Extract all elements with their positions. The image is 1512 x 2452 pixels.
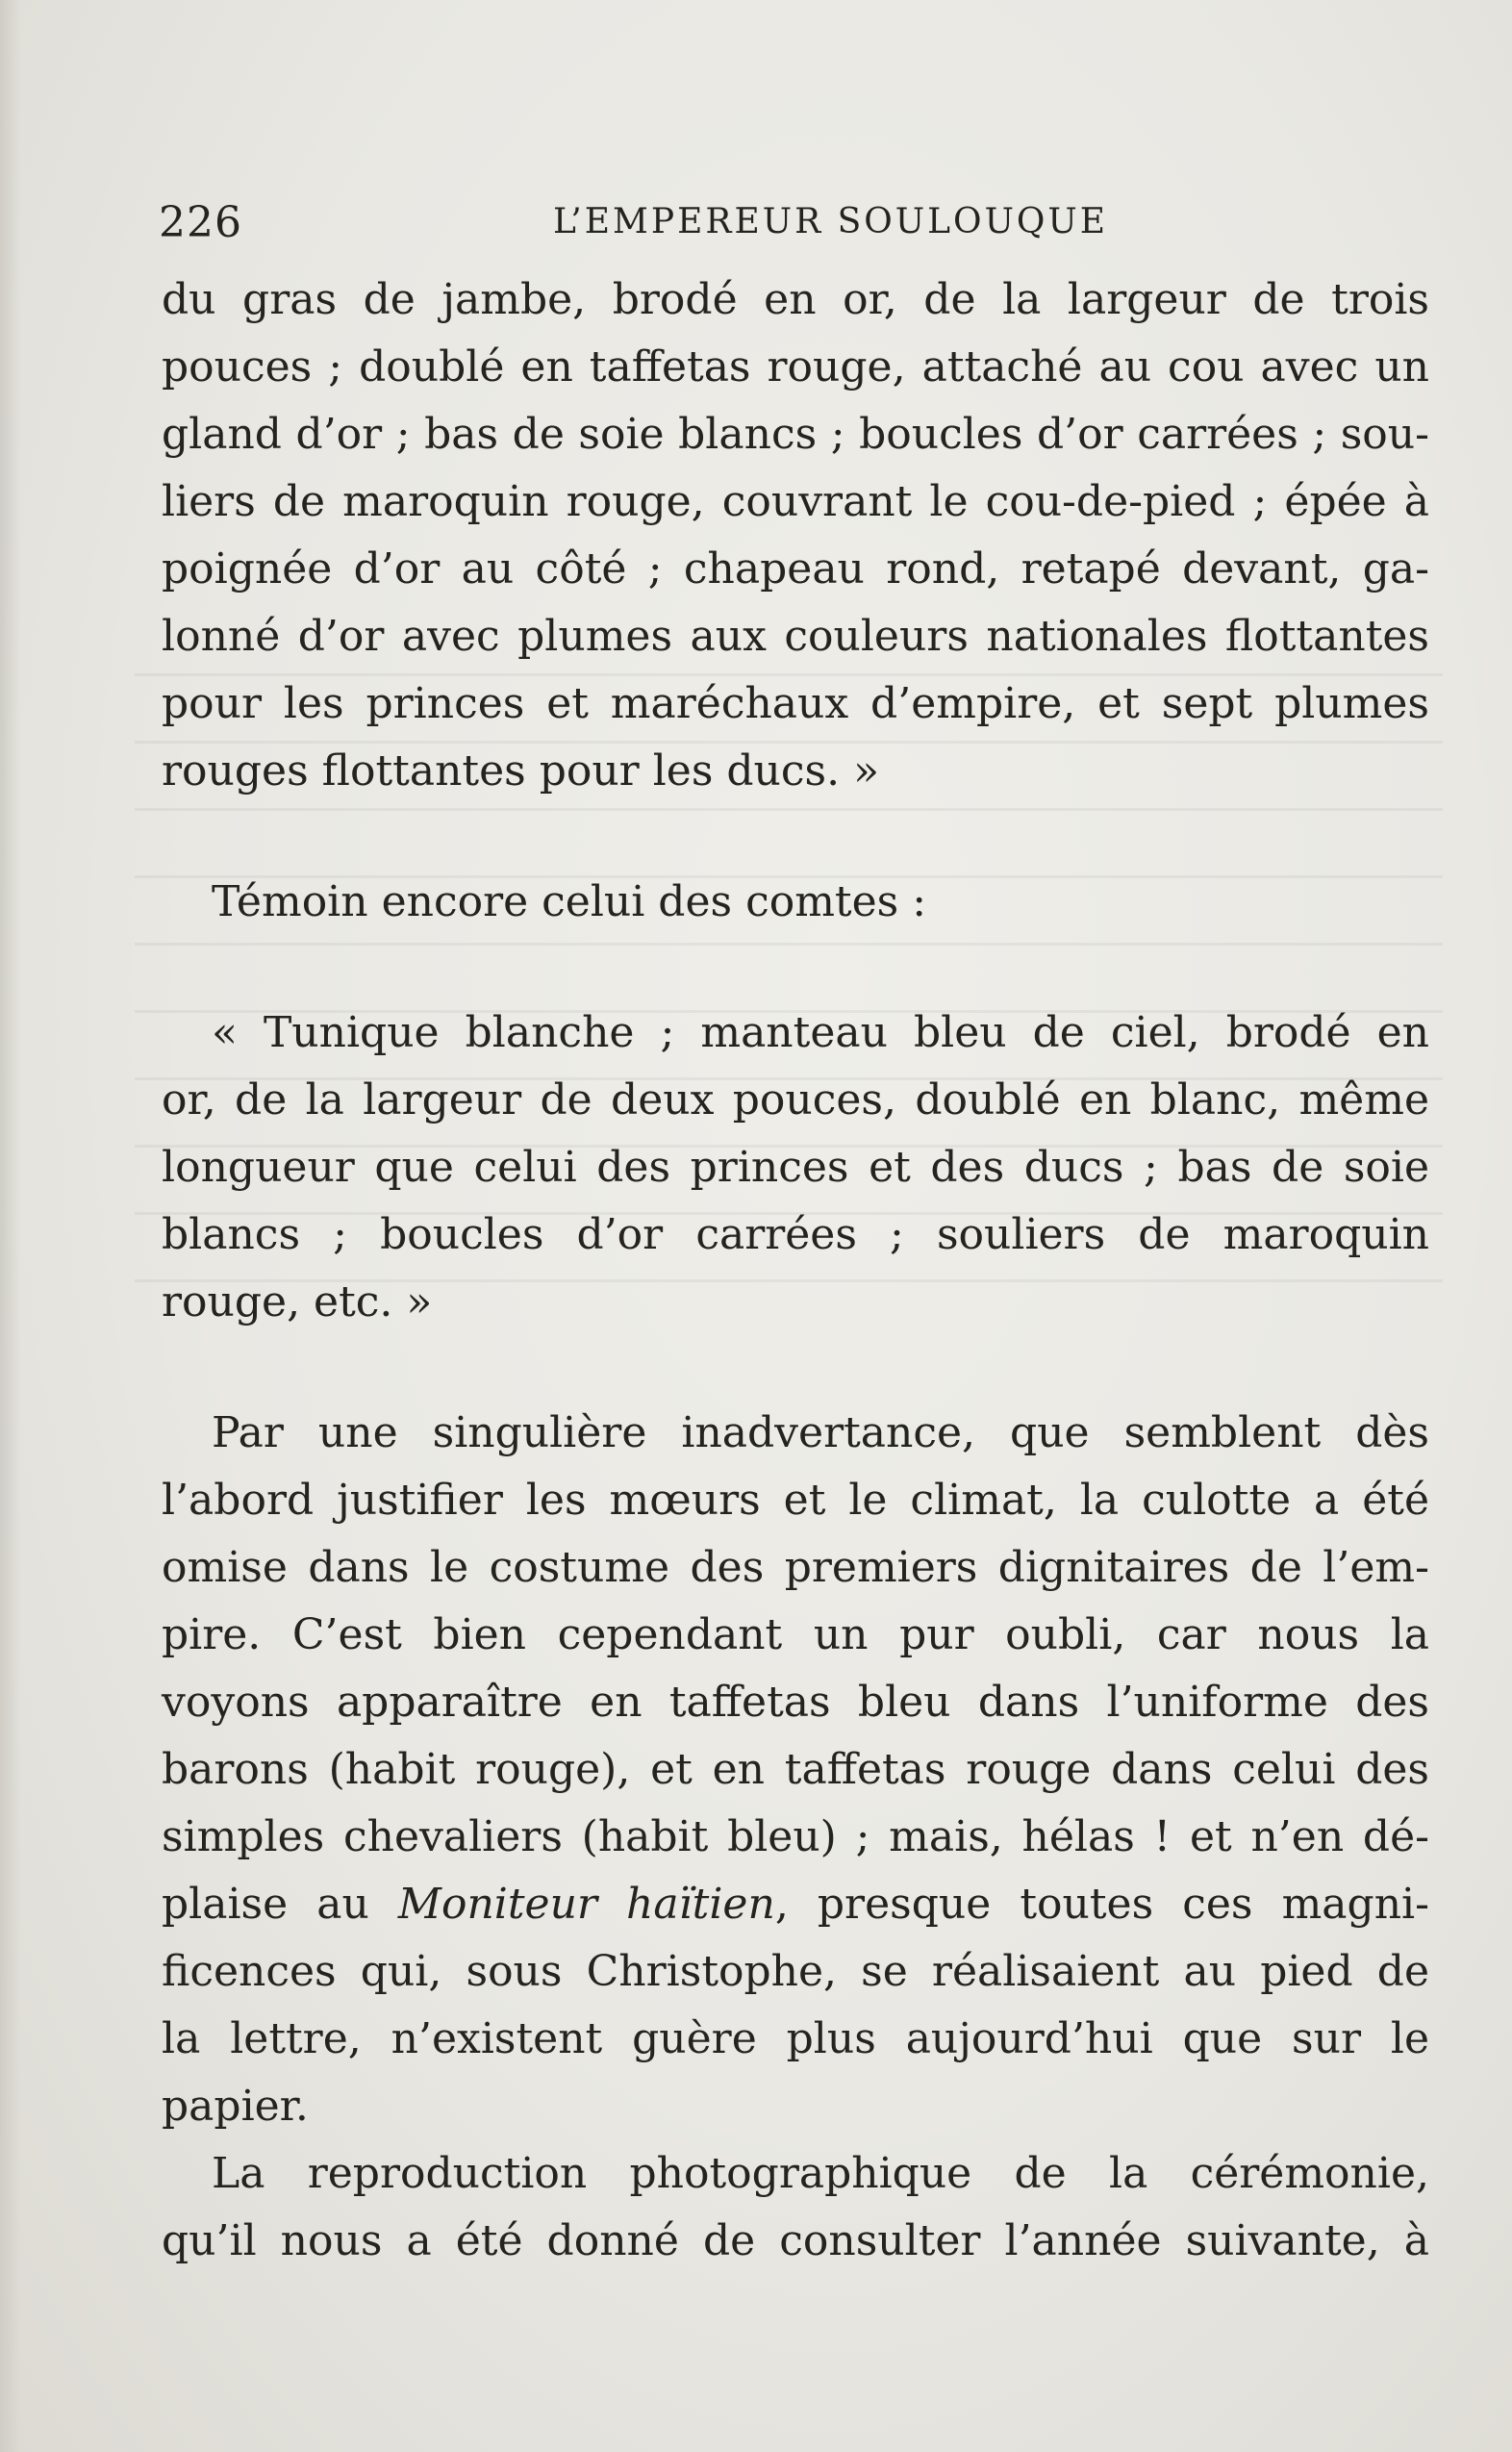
text-line: poignée d’or au côté ; chapeau rond, retapé devant, ga- (162, 544, 1429, 594)
running-title: L’EMPEREUR SOULOUQUE (553, 202, 1109, 241)
text-fragment: plaise au (162, 1880, 398, 1929)
paragraph-dukes-costume (162, 266, 1429, 805)
text-line: pire. C’est bien cependant un pur oubli, car nous la (162, 1610, 1429, 1659)
italic-title-moniteur-haitien: Moniteur haïtien (397, 1880, 775, 1929)
running-header (159, 198, 1428, 256)
text-line: rouges flottantes pour les ducs. » (162, 746, 880, 796)
text-line: ficences qui, sous Christophe, se réalisaient au pied de (162, 1947, 1429, 1996)
text-line-italic (162, 1871, 1429, 1938)
paragraph-photographic-reproduction (162, 2140, 1429, 2275)
page-gutter-shadow (0, 0, 21, 2452)
text-line: longueur que celui des princes et des ducs ; bas de soie (162, 1143, 1429, 1192)
paragraph-counts-intro (162, 869, 1429, 936)
text-line: l’abord justifier les mœurs et le climat, la culotte a été (162, 1476, 1429, 1525)
text-line: liers de maroquin rouge, couvrant le cou-de-pied ; épée à (162, 477, 1429, 526)
text-line: gland d’or ; bas de soie blancs ; boucles d’or carrées ; sou- (162, 410, 1429, 459)
body-text (162, 266, 1429, 2275)
text-line: blancs ; boucles d’or carrées ; souliers de maroquin (162, 1210, 1429, 1259)
text-line: La reproduction photographique de la cérémonie, (212, 2149, 1429, 2198)
text-line: or, de la largeur de deux pouces, doublé en blanc, même (162, 1075, 1429, 1125)
text-line: papier. (162, 2082, 309, 2131)
text-line: lonné d’or avec plumes aux couleurs nationales flottantes (162, 612, 1429, 661)
text-line: la lettre, n’existent guère plus aujourd’hui que sur le (162, 2014, 1429, 2063)
text-line: Par une singulière inadvertance, que semblent dès (212, 1408, 1429, 1457)
text-fragment: , presque toutes ces magni- (774, 1880, 1429, 1929)
paragraph-inadvertence (162, 1400, 1429, 2140)
text-line: « Tunique blanche ; manteau bleu de ciel, brodé en (212, 1008, 1429, 1057)
text-line: pouces ; doublé en taffetas rouge, attaché au cou avec un (162, 342, 1429, 392)
text-line: voyons apparaître en taffetas bleu dans l’uniforme des (162, 1678, 1429, 1727)
text-line: Témoin encore celui des comtes : (212, 877, 927, 926)
text-line: simples chevaliers (habit bleu) ; mais, hélas ! et n’en dé- (162, 1812, 1429, 1861)
text-line: du gras de jambe, brodé en or, de la largeur de trois (162, 275, 1429, 324)
text-line: barons (habit rouge), et en taffetas rouge dans celui des (162, 1745, 1429, 1794)
text-line: rouge, etc. » (162, 1277, 433, 1327)
text-line: qu’il nous a été donné de consulter l’année suivante, à (162, 2216, 1429, 2265)
text-line: pour les princes et maréchaux d’empire, et sept plumes (162, 679, 1429, 728)
page-number: 226 (159, 198, 242, 247)
text-line: omise dans le costume des premiers dignitaires de l’em- (162, 1543, 1429, 1592)
paragraph-counts-costume (162, 999, 1429, 1336)
